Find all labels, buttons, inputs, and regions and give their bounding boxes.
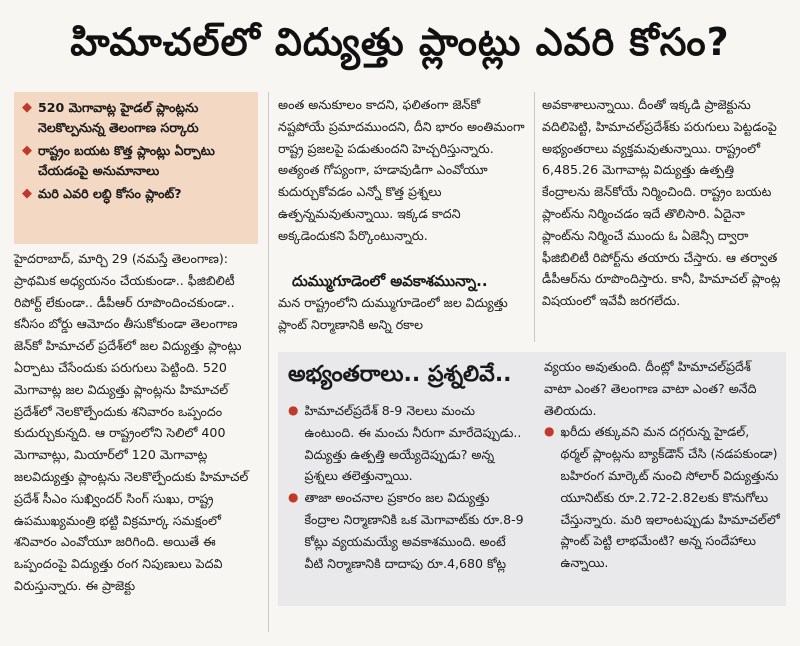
- column-text: హైదరాబాద్, మార్చి 29 (నమస్తే తెలంగాణ): ప్రాథమిక అధ్యయనం చేయకుండా.. ఫీజిబిలిటీ రిపోర్ట్ లేకుండా.. డీపీఆర్ రూపొందించకుండా.. కనీసం బోర్డు ఆమోదం తీసుకోకుండా తెలంగాణ జెన్‌కో హిమాచల్ ప్రదేశ్‌లో జల విద్యుత్తు ప్లాంట్లు ఏర్పాటు చేసేందుకు పరుగులు పెట్టింది. 520 మెగావాట్ల జల విద్యుత్తు ప్లాంట్లను హిమాచల్ ప్రదేశ్‌లో నెలకొల్పేందుకు శనివారం ఒప్పందం కుదుర్చుకున్నది. ఆ రాష్ట్రంలోని సెలిలో 400 మెగావాట్లు, మియార్‌లో 120 మెగావాట్ల జలవిద్యుత్తు ప్లాంట్లను నెలకొల్పేందుకు హిమాచల్ ప్రదేశ్ సీఎం సుఖ్విందర్ సింగ్ సుఖు, రాష్ట్ర ఉపముఖ్యమంత్రి భట్టి విక్రమార్క సమక్షంలో శనివారం ఎంవోయూ జరిగింది. అయితే ఈ ఒప్పందంపై విద్యుత్తు రంగ నిపుణులు పెదవి విరుస్తున్నారు. ఈ ప్రాజెక్టు: [14, 251, 249, 593]
- box-item: [544, 421, 780, 574]
- column-text: అవకాశాలున్నాయి. దీంతో ఇక్కడి ప్రాజెక్టును వదిలిపెట్టి, హిమాచల్‌ప్రదేశ్‌కు పరుగులు పెట్టడంపై అభ్యంతరాలు వ్యక్తమవుతున్నాయి. రాష్ట్రంలో 6,485.26 మెగావాట్ల విద్యుత్తు ఉత్పత్తి కేంద్రాలను జెన్‌కోయే నిర్మించింది. రాష్ట్రం బయట ప్లాంట్‌ను నిర్మించడం ఇదే తొలిసారి. ఏదైనా ప్లాంట్‌ను నిర్మించే ముందు ఓ ఏజెన్సీ ద్వారా ఫీజిబిలిటీ రిపోర్ట్‌ను తయారు చేస్తారు. ఆ తర్వాత డీపీఆర్‌ను రూపొందిస్తారు. కానీ, హిమాచల్ ప్లాంట్ల విషయంలో ఇవేవీ జరగలేదు.: [542, 97, 781, 309]
- bullet-icon: ◆: [22, 143, 32, 158]
- bullet-icon: ◆: [22, 100, 32, 115]
- article-column-1: [14, 248, 258, 597]
- column-text: అంత అనుకూలం కాదని, ఫలితంగా జెన్‌కో నష్టపోయే ప్రమాదముందని, దీని భారం అంతిమంగా రాష్ట్ర ప్రజలపై పడుతుందని హెచ్చరిస్తున్నారు. అత్యంత గోప్యంగా, హడావుడిగా ఎంవోయూ కుదుర్చుకోవడం ఎన్నో కొత్త ప్రశ్నలు ఉత్పన్నమవుతున్నాయి. ఇక్కడ కాదని అక్కడెందుకని పేర్కొంటున్నారు.: [278, 97, 525, 243]
- bullet-icon: ●: [288, 490, 299, 505]
- highlight-text: రాష్ట్రం బయట కొత్త ప్లాంట్లు ఏర్పాటు చేయడంపై అనుమానాలు: [38, 143, 215, 178]
- headline: హిమాచల్‌లో విద్యుత్తు ప్లాంట్లు ఎవరి కోసం?: [70, 20, 730, 64]
- box-text: వ్యయం అవుతుంది. దీంట్లో హిమాచల్‌ప్రదేశ్ వాటా ఎంత? తెలంగాణ వాటా ఎంత? అనేది తెలియదు.: [544, 359, 757, 418]
- highlight-item: [22, 141, 250, 181]
- article-column-2-continued: [278, 292, 528, 336]
- box-title: అభ్యంతరాలు.. ప్రశ్నలివే..: [288, 362, 512, 387]
- highlights-box: [14, 92, 258, 244]
- box-item-text: ఖరీదు తక్కువని మన దగ్గరున్న హైడల్, థర్మల్ ప్లాంట్లను బ్యాక్‌డౌన్ చేసి (నడపకుండా) బహిరంగ మార్కెట్ నుంచి సోలార్ విద్యుత్తును యూనిట్‌కు రూ.2.72-2.82లకు కొనుగోలు చేస్తున్నారు. మరి ఇలాంటప్పుడు హిమాచల్‌లో ప్లాంట్ పెట్టి లాభమేంటి? అన్న సందేహాలు ఉన్నాయి.: [560, 424, 780, 571]
- box-item-text: తాజా అంచనాల ప్రకారం జల విద్యుత్తు కేంద్రాల నిర్మాణానికి ఒక మెగావాట్‌కు రూ.8-9 కోట్లు వ్యయమయ్యే అవకాశముంది. అంటే వీటి నిర్మాణానికి దాదాపు రూ.4,680 కోట్ల: [304, 490, 524, 571]
- box-item-text: హిమాచల్‌ప్రదేశ్ 8-9 నెలలు మంచు ఉంటుంది. ఈ మంచు నీరుగా మారేదెప్పుడు.. విద్యుత్తు ఉత్పత్తి అయ్యేదెప్పుడు? అన్న ప్రశ్నలు తలెత్తున్నాయి.: [304, 403, 522, 484]
- bullet-icon: ◆: [22, 186, 32, 201]
- column-divider: [268, 92, 269, 632]
- box-item: [288, 487, 528, 574]
- column-text: మన రాష్ట్రంలోని దుమ్ముగూడెంలో జల విద్యుత్తు ప్లాంట్ నిర్మాణానికి అన్ని రకాల: [278, 295, 508, 332]
- highlight-text: మరి ఎవరి లబ్ధి కోసం ప్లాంట్?: [38, 186, 182, 201]
- box-column-right: [544, 356, 780, 574]
- bullet-icon: ●: [288, 403, 299, 417]
- article-column-3: [542, 94, 786, 312]
- box-item: [288, 400, 528, 487]
- bullet-icon: ●: [544, 424, 555, 439]
- article-column-2: [278, 94, 528, 247]
- column-divider: [534, 92, 535, 342]
- box-column-left: [288, 400, 528, 574]
- highlight-text: 520 మెగావాట్ల హైడల్ ప్లాంట్లను నెలకొల్పనున్న తెలంగాణ సర్కారు: [38, 100, 199, 135]
- section-subhead: దుమ్ముగూడెంలో అవకాశమున్నా..: [292, 272, 488, 290]
- highlight-item: [22, 98, 250, 138]
- highlight-item: [22, 184, 250, 204]
